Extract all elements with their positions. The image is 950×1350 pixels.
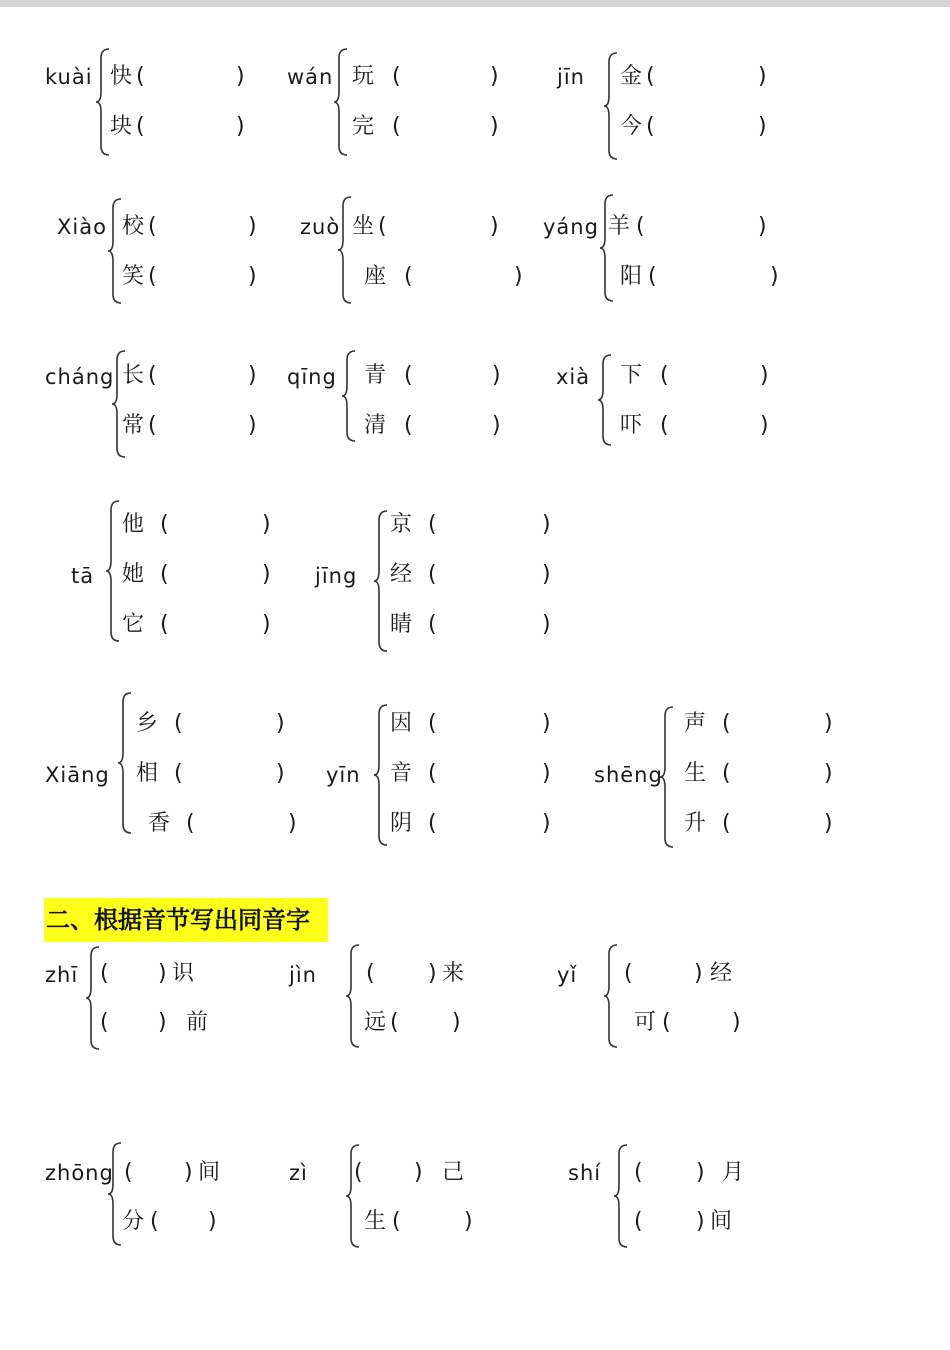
hanzi: 相 <box>136 761 159 786</box>
hanzi: 月 <box>722 1160 745 1185</box>
pinyin-label: wán <box>287 65 334 89</box>
curly-brace <box>374 704 388 846</box>
open-paren: ( <box>646 64 655 89</box>
curly-brace <box>342 350 356 442</box>
close-paren: ) <box>760 413 769 438</box>
open-paren: ( <box>160 512 169 537</box>
curly-brace <box>598 354 612 446</box>
hanzi: 经 <box>390 562 413 587</box>
open-paren: ( <box>390 1010 399 1035</box>
open-paren: ( <box>624 961 633 986</box>
pinyin-label: zì <box>289 1161 308 1185</box>
hanzi: 前 <box>186 1010 209 1035</box>
close-paren: ) <box>490 114 499 139</box>
hanzi: 远 <box>364 1010 387 1035</box>
close-paren: ) <box>158 961 167 986</box>
open-paren: ( <box>150 1209 159 1234</box>
close-paren: ) <box>758 64 767 89</box>
curly-brace <box>86 946 100 1050</box>
hanzi: 快 <box>110 64 133 89</box>
close-paren: ) <box>542 811 551 836</box>
hanzi: 长 <box>122 363 145 388</box>
hanzi: 笑 <box>122 264 145 289</box>
curly-brace <box>346 944 360 1048</box>
curly-brace <box>374 510 388 652</box>
hanzi: 京 <box>390 512 413 537</box>
open-paren: ( <box>428 761 437 786</box>
close-paren: ) <box>248 413 257 438</box>
close-paren: ) <box>824 761 833 786</box>
top-edge-bar <box>0 0 950 7</box>
hanzi: 她 <box>122 562 145 587</box>
hanzi: 间 <box>198 1160 221 1185</box>
hanzi: 座 <box>364 264 387 289</box>
curly-brace <box>108 1142 122 1246</box>
close-paren: ) <box>236 114 245 139</box>
hanzi: 完 <box>352 114 375 139</box>
open-paren: ( <box>428 811 437 836</box>
open-paren: ( <box>354 1160 363 1185</box>
open-paren: ( <box>392 1209 401 1234</box>
close-paren: ) <box>758 214 767 239</box>
pinyin-label: qīng <box>287 365 337 389</box>
open-paren: ( <box>378 214 387 239</box>
close-paren: ) <box>248 214 257 239</box>
hanzi: 常 <box>122 413 145 438</box>
open-paren: ( <box>646 114 655 139</box>
curly-brace <box>108 198 122 304</box>
hanzi: 玩 <box>352 64 375 89</box>
open-paren: ( <box>662 1010 671 1035</box>
curly-brace <box>604 944 618 1048</box>
curly-brace <box>604 52 618 160</box>
close-paren: ) <box>464 1209 473 1234</box>
close-paren: ) <box>208 1209 217 1234</box>
pinyin-label: zhōng <box>45 1161 114 1185</box>
close-paren: ) <box>236 64 245 89</box>
open-paren: ( <box>428 612 437 637</box>
open-paren: ( <box>148 363 157 388</box>
open-paren: ( <box>186 811 195 836</box>
hanzi: 吓 <box>620 413 643 438</box>
hanzi: 清 <box>364 413 387 438</box>
open-paren: ( <box>124 1160 133 1185</box>
close-paren: ) <box>262 512 271 537</box>
curly-brace <box>334 48 348 156</box>
open-paren: ( <box>174 711 183 736</box>
close-paren: ) <box>694 961 703 986</box>
open-paren: ( <box>634 1160 643 1185</box>
open-paren: ( <box>404 264 413 289</box>
pinyin-label: tā <box>71 564 95 588</box>
close-paren: ) <box>490 64 499 89</box>
close-paren: ) <box>514 264 523 289</box>
hanzi: 坐 <box>352 214 375 239</box>
close-paren: ) <box>248 363 257 388</box>
pinyin-label: shēng <box>594 763 663 787</box>
hanzi: 睛 <box>390 612 413 637</box>
close-paren: ) <box>276 761 285 786</box>
open-paren: ( <box>428 512 437 537</box>
hanzi: 他 <box>122 512 145 537</box>
hanzi: 升 <box>684 811 707 836</box>
pinyin-label: yīn <box>326 763 361 787</box>
open-paren: ( <box>722 711 731 736</box>
curly-brace <box>600 194 614 302</box>
open-paren: ( <box>634 1209 643 1234</box>
open-paren: ( <box>148 264 157 289</box>
hanzi: 它 <box>122 612 145 637</box>
curly-brace <box>614 1144 628 1248</box>
hanzi: 己 <box>442 1160 465 1185</box>
close-paren: ) <box>770 264 779 289</box>
open-paren: ( <box>392 114 401 139</box>
close-paren: ) <box>492 413 501 438</box>
hanzi: 生 <box>364 1209 387 1234</box>
close-paren: ) <box>276 711 285 736</box>
hanzi: 可 <box>634 1010 657 1035</box>
hanzi: 青 <box>364 363 387 388</box>
pinyin-label: kuài <box>45 65 93 89</box>
open-paren: ( <box>404 413 413 438</box>
hanzi: 块 <box>110 114 133 139</box>
hanzi: 阳 <box>620 264 643 289</box>
close-paren: ) <box>758 114 767 139</box>
close-paren: ) <box>262 612 271 637</box>
open-paren: ( <box>648 264 657 289</box>
hanzi: 来 <box>442 961 465 986</box>
hanzi: 阴 <box>390 811 413 836</box>
open-paren: ( <box>148 413 157 438</box>
close-paren: ) <box>428 961 437 986</box>
curly-brace <box>338 196 352 304</box>
close-paren: ) <box>696 1209 705 1234</box>
hanzi: 校 <box>122 214 145 239</box>
hanzi: 下 <box>620 363 643 388</box>
open-paren: ( <box>160 612 169 637</box>
pinyin-label: zhī <box>45 963 79 987</box>
open-paren: ( <box>722 761 731 786</box>
section-title: 二、根据音节写出同音字 <box>44 898 328 942</box>
hanzi: 金 <box>620 64 643 89</box>
close-paren: ) <box>158 1010 167 1035</box>
open-paren: ( <box>722 811 731 836</box>
close-paren: ) <box>248 264 257 289</box>
open-paren: ( <box>636 214 645 239</box>
hanzi: 经 <box>710 961 733 986</box>
close-paren: ) <box>184 1160 193 1185</box>
pinyin-label: jīng <box>315 564 358 588</box>
hanzi: 羊 <box>608 214 631 239</box>
close-paren: ) <box>696 1160 705 1185</box>
open-paren: ( <box>100 1010 109 1035</box>
open-paren: ( <box>174 761 183 786</box>
hanzi: 今 <box>620 114 643 139</box>
open-paren: ( <box>404 363 413 388</box>
curly-brace <box>660 706 674 848</box>
open-paren: ( <box>392 64 401 89</box>
open-paren: ( <box>428 562 437 587</box>
open-paren: ( <box>660 413 669 438</box>
open-paren: ( <box>366 961 375 986</box>
hanzi: 生 <box>684 761 707 786</box>
hanzi: 香 <box>148 811 171 836</box>
close-paren: ) <box>542 512 551 537</box>
pinyin-label: jīn <box>557 65 585 89</box>
close-paren: ) <box>542 612 551 637</box>
close-paren: ) <box>824 711 833 736</box>
hanzi: 乡 <box>136 711 159 736</box>
pinyin-label: Xiào <box>57 215 107 239</box>
close-paren: ) <box>452 1010 461 1035</box>
close-paren: ) <box>288 811 297 836</box>
pinyin-label: yǐ <box>557 963 578 987</box>
open-paren: ( <box>136 64 145 89</box>
hanzi: 声 <box>684 711 707 736</box>
open-paren: ( <box>148 214 157 239</box>
pinyin-label: yáng <box>543 215 599 239</box>
pinyin-label: cháng <box>45 365 115 389</box>
open-paren: ( <box>660 363 669 388</box>
close-paren: ) <box>414 1160 423 1185</box>
close-paren: ) <box>262 562 271 587</box>
close-paren: ) <box>542 711 551 736</box>
open-paren: ( <box>160 562 169 587</box>
hanzi: 音 <box>390 761 413 786</box>
curly-brace <box>106 500 120 642</box>
open-paren: ( <box>100 961 109 986</box>
hanzi: 因 <box>390 711 413 736</box>
pinyin-label: shí <box>568 1161 602 1185</box>
hanzi: 间 <box>710 1209 733 1234</box>
curly-brace <box>96 48 110 156</box>
close-paren: ) <box>492 363 501 388</box>
pinyin-label: zuò <box>300 215 341 239</box>
close-paren: ) <box>732 1010 741 1035</box>
pinyin-label: Xiāng <box>45 763 110 787</box>
open-paren: ( <box>428 711 437 736</box>
close-paren: ) <box>824 811 833 836</box>
close-paren: ) <box>542 562 551 587</box>
close-paren: ) <box>490 214 499 239</box>
close-paren: ) <box>542 761 551 786</box>
hanzi: 识 <box>172 961 195 986</box>
curly-brace <box>118 692 132 834</box>
hanzi: 分 <box>122 1209 145 1234</box>
pinyin-label: xià <box>556 365 591 389</box>
close-paren: ) <box>760 363 769 388</box>
open-paren: ( <box>136 114 145 139</box>
pinyin-label: jìn <box>289 963 317 987</box>
